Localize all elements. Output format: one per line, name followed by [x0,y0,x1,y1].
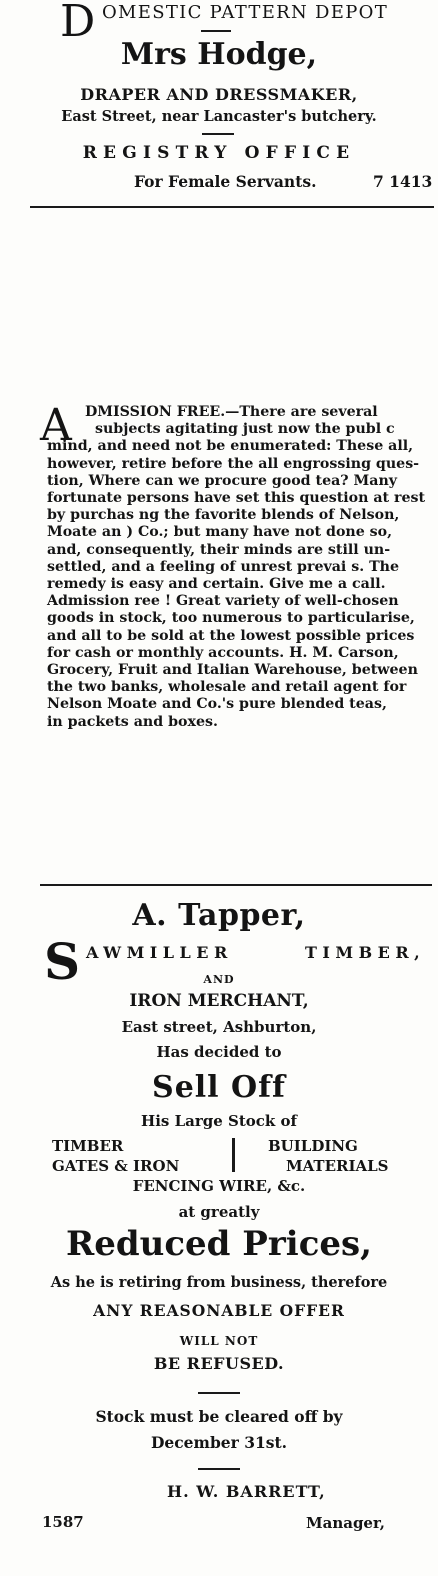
stock-line: His Large Stock of [141,1112,297,1130]
address-line: East street, Ashburton, [121,1018,317,1036]
ad-body-text [47,404,431,731]
merchant-line: IRON MERCHANT, [129,991,309,1011]
text-line: Grocery, Fruit and Italian Warehouse, between [47,662,418,679]
manager-name: H. W. BARRETT, [167,1482,326,1501]
text-line: mind, and need not be enumerated: These all, [47,438,414,455]
column-divider [232,1138,235,1172]
text-line: tion, Where can we procure good tea? Many [47,472,398,489]
text-line: and all to be sold at the lowest possible prices [47,627,415,644]
advertiser-name: A. Tapper, [132,898,306,933]
text-line: Nelson Moate and Co.'s pure blended teas, [47,696,387,713]
refused-line: BE REFUSED. [153,1354,285,1373]
text-line: remedy is easy and certain. Give me a call. [47,576,386,593]
manager-title: Manager, [306,1514,386,1532]
ad-code: 1587 [42,1513,84,1531]
text-line: settled, and a feeling of unrest prevai s. The [47,558,400,575]
text-line: and, consequently, their minds are still un- [47,541,391,558]
sell-off-heading: Sell Off [152,1070,286,1105]
divider [198,1468,240,1470]
text-line: goods in stock, too numerous to particularise, [47,610,415,627]
clearance-line: Stock must be cleared off by [95,1407,343,1426]
dropcap-letter: S [44,932,81,991]
divider [201,30,231,32]
trade-line: TIMBER, [305,943,426,962]
announcement-line: Has decided to [156,1043,282,1061]
divider [198,1392,240,1394]
section-rule [30,206,434,208]
dropcap-letter: A [40,400,72,451]
trade-line: DRAPER AND DRESSMAKER, [80,85,358,104]
servants-line: For Female Servants. [134,172,317,191]
stock-item: GATES & IRON [52,1157,180,1175]
stock-item: BUILDING [268,1137,358,1155]
text-line: however, retire before the all engrossing ques- [47,455,420,472]
registry-heading: REGISTRY OFFICE [82,143,356,163]
trade-line: AWMILLER [86,943,233,962]
divider [202,133,234,135]
text-line: for cash or monthly accounts. H. M. Carson, [47,644,399,661]
stock-item: MATERIALS [286,1157,389,1175]
address-line: East Street, near Lancaster's butchery. [61,108,377,125]
text-line: Admission ree ! Great variety of well-chosen [47,593,399,610]
stock-item: TIMBER [52,1137,124,1155]
retiring-line: As he is retiring from business, therefore [50,1274,388,1291]
deadline-line: December 31st. [150,1433,288,1452]
offer-line: ANY REASONABLE OFFER [93,1301,345,1320]
text-line: by purchas ng the favorite blends of Nelson, [47,507,400,524]
section-rule [40,884,432,886]
price-lead-line: at greatly [178,1203,260,1221]
advertiser-name: Mrs Hodge, [120,37,318,72]
text-line: Moate an ) Co.; but many have not done so, [47,524,393,541]
text-line: subjects agitating just now the publ c [95,421,395,438]
text-line: in packets and boxes. [47,713,218,730]
text-line: fortunate persons have set this question at rest [47,490,426,507]
stock-item: FENCING WIRE, &c. [132,1177,306,1195]
reduced-prices-heading: Reduced Prices, [65,1224,373,1264]
ad-code: 7 1413 [373,172,433,191]
ad-heading: OMESTIC PATTERN DEPOT [102,2,388,23]
conjunction-line: AND [203,973,235,986]
will-not-line: WILL NOT [179,1334,259,1348]
dropcap-letter: D [60,0,96,47]
text-line: the two banks, wholesale and retail agent for [47,679,407,696]
text-line: DMISSION FREE.—There are several [85,404,378,420]
